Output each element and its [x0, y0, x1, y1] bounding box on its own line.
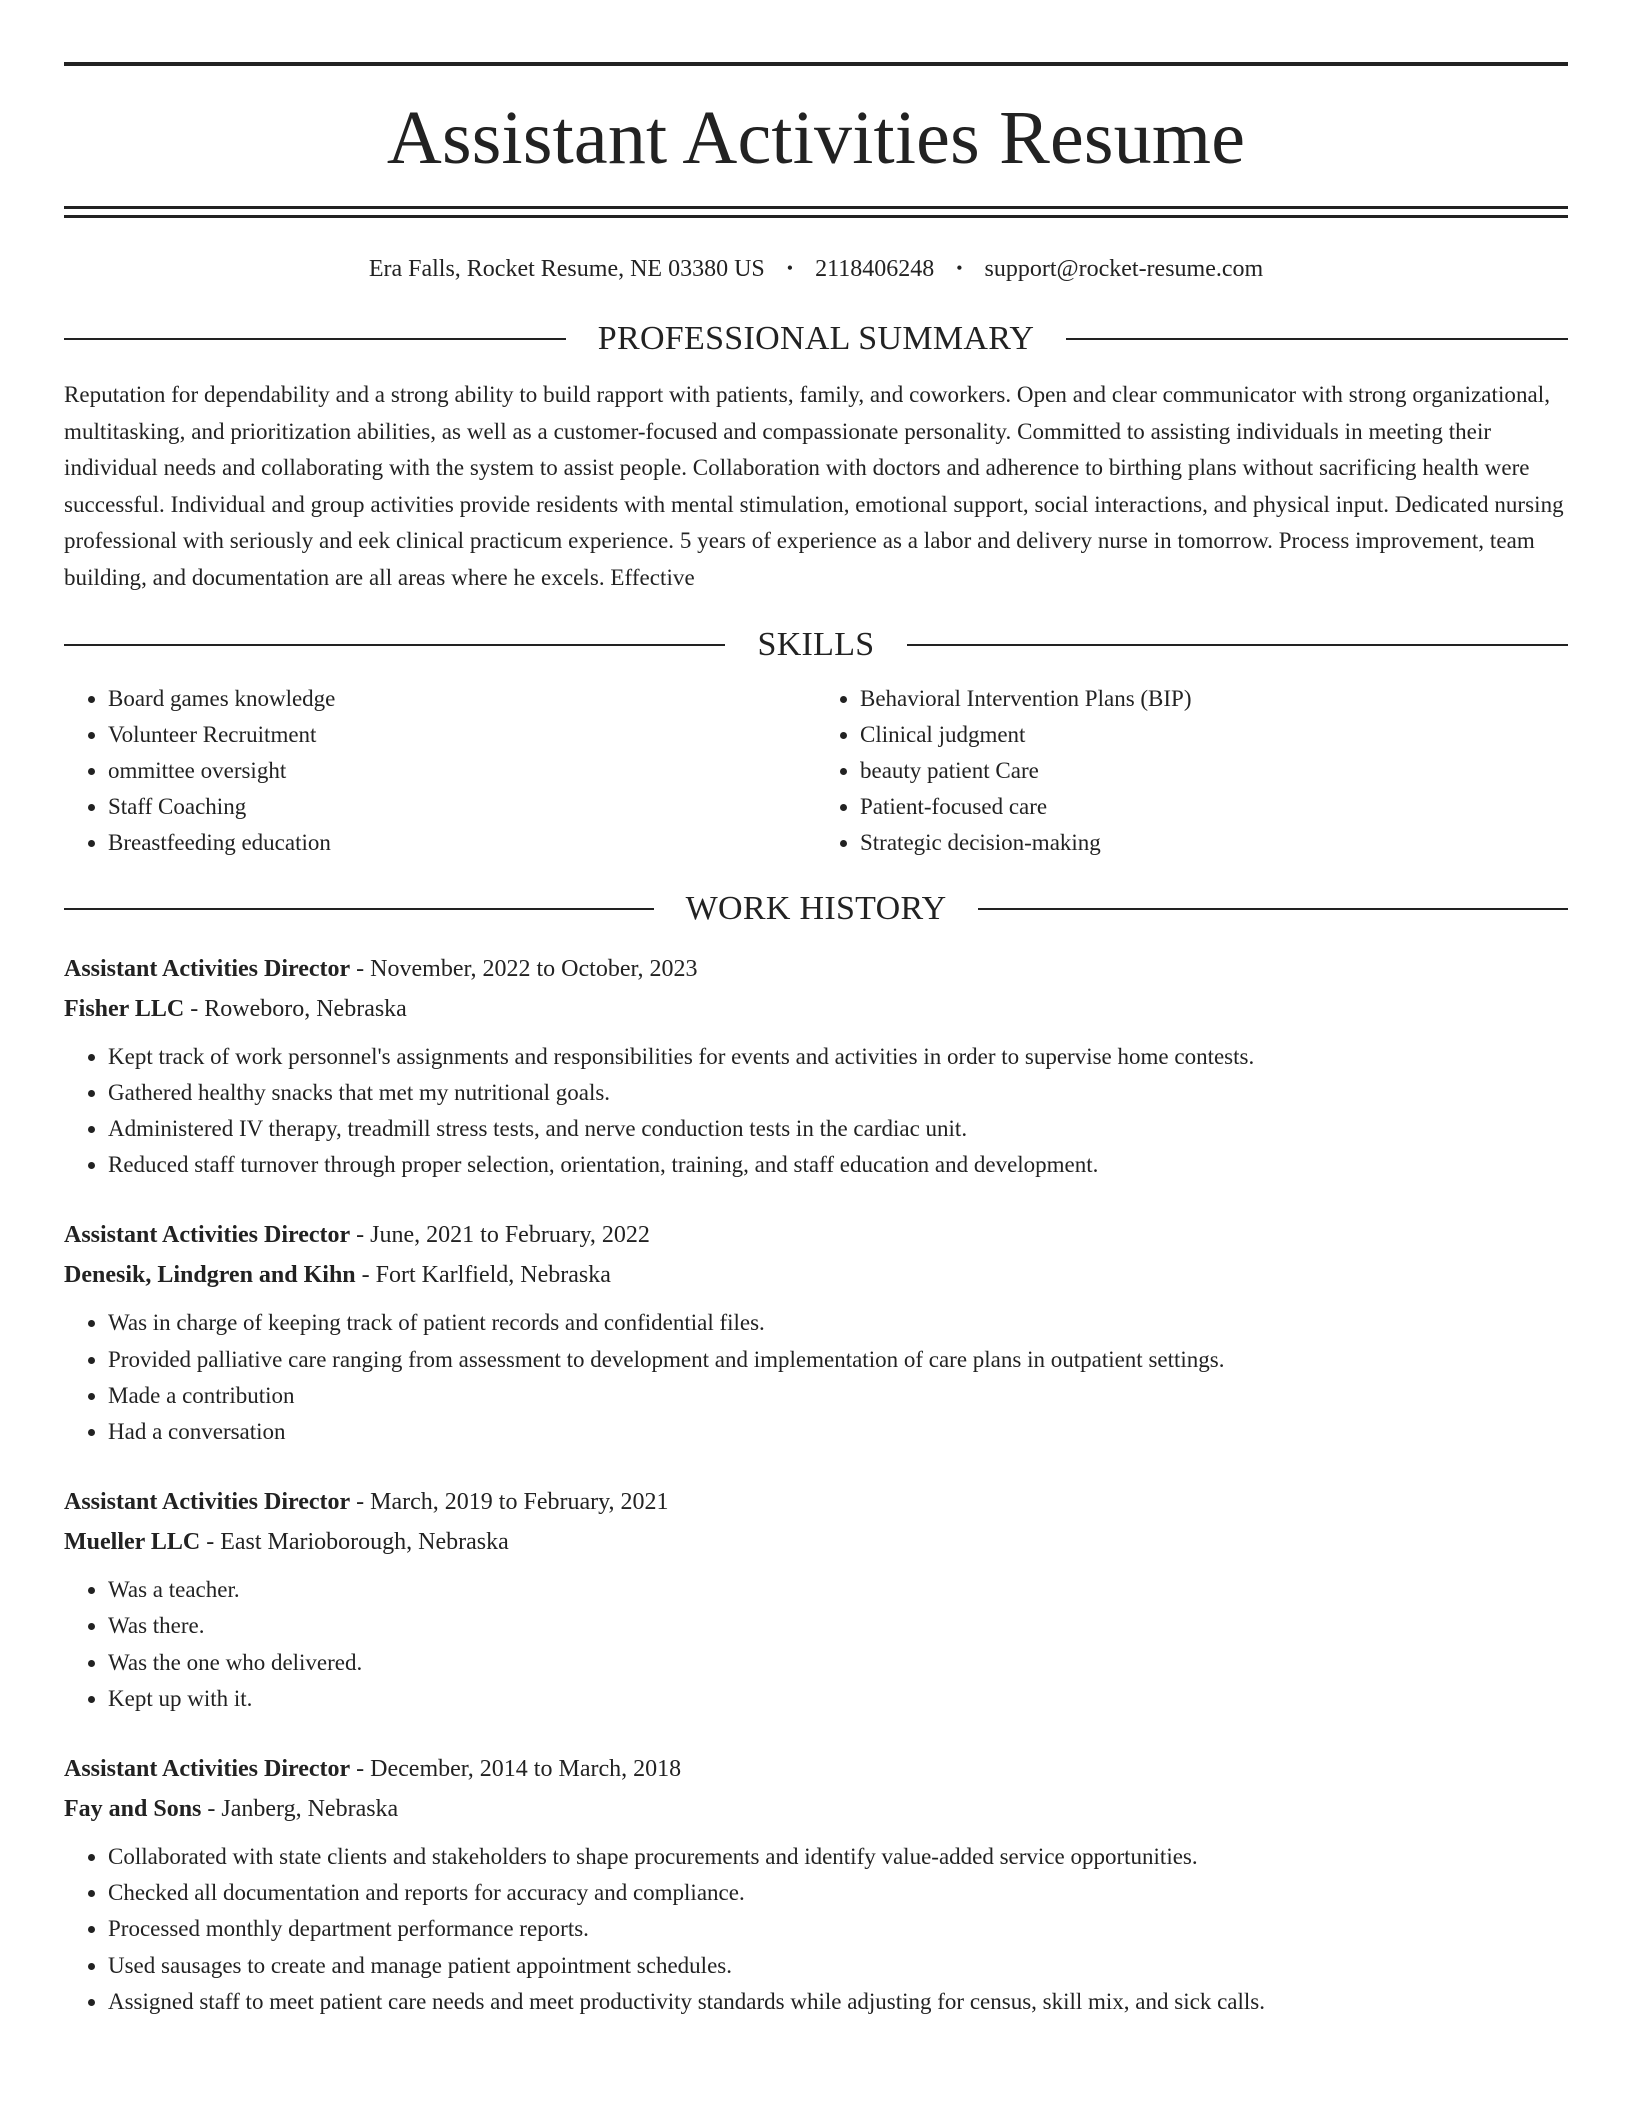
skill-item: • Volunteer Recruitment — [108, 717, 816, 753]
rule-line — [64, 206, 1568, 209]
job-bullets — [64, 1839, 1568, 2020]
job-company-line — [64, 1255, 1568, 1295]
job-company: Denesik, Lindgren and Kihn — [64, 1262, 356, 1289]
job-company: Fay and Sons — [64, 1796, 202, 1822]
contact-separator: • — [956, 258, 963, 278]
skill-item: • ommittee oversight — [108, 753, 816, 789]
job-dates: - November, 2022 to October, 2023 — [350, 955, 698, 982]
job-bullet: • Provided palliative care ranging from assessment to development and implementation of care plans in outpatient settings. — [108, 1342, 1568, 1378]
job-company-line — [64, 1522, 1568, 1562]
section-rule — [64, 644, 725, 646]
skills-heading: SKILLS — [757, 625, 875, 663]
job-company-line — [64, 1789, 1568, 1829]
summary-heading: PROFESSIONAL SUMMARY — [597, 320, 1035, 357]
job-location: - East Marioborough, Nebraska — [200, 1529, 509, 1556]
job-bullet: • Was there. — [108, 1608, 1568, 1644]
job-bullets — [64, 1039, 1568, 1184]
skills-column-left — [64, 681, 816, 861]
job-location: - Janberg, Nebraska — [201, 1796, 399, 1822]
job-dates: - December, 2014 to March, 2018 — [350, 1756, 682, 1782]
skill-item: • Strategic decision-making — [860, 825, 1568, 861]
job-dates: - June, 2021 to February, 2022 — [350, 1222, 650, 1249]
job-title: Assistant Activities Director — [64, 1222, 351, 1249]
skill-item: • Behavioral Intervention Plans (BIP) — [860, 681, 1568, 717]
job-bullet: • Gathered healthy snacks that met my nutritional goals. — [108, 1075, 1568, 1111]
section-rule — [978, 908, 1568, 910]
job-entry — [64, 1482, 1568, 1717]
job-bullet: • Used sausages to create and manage patient appointment schedules. — [108, 1948, 1568, 1984]
job-bullet: • Assigned staff to meet patient care needs and meet productivity standards while adjusting for census, skill mix, and sick calls. — [108, 1984, 1568, 2020]
skill-item: • Staff Coaching — [108, 789, 816, 825]
rule-line — [64, 215, 1568, 218]
skills-section-header — [64, 625, 1568, 665]
work-section-header — [64, 889, 1568, 929]
title-double-rule — [64, 206, 1568, 218]
job-dates: - March, 2019 to February, 2021 — [350, 1489, 669, 1516]
job-company: Mueller LLC — [64, 1529, 201, 1556]
job-bullet: • Was the one who delivered. — [108, 1645, 1568, 1681]
contact-separator: • — [786, 258, 794, 278]
contact-line — [64, 254, 1568, 283]
job-bullet: • Was in charge of keeping track of patient records and confidential files. — [108, 1305, 1568, 1341]
job-entry — [64, 949, 1568, 1184]
contact-address: Era Falls, Rocket Resume, NE 03380 US — [368, 256, 765, 282]
skill-item: • beauty patient Care — [860, 753, 1568, 789]
job-bullet: • Processed monthly department performance reports. — [108, 1911, 1568, 1947]
job-bullets — [64, 1572, 1568, 1717]
job-title-line — [64, 1215, 1568, 1255]
job-location: - Fort Karlfield, Nebraska — [355, 1262, 611, 1289]
skills-list — [64, 681, 1568, 861]
job-bullet: • Was a teacher. — [108, 1572, 1568, 1608]
skill-item: • Breastfeeding education — [108, 825, 816, 861]
job-bullet: • Had a conversation — [108, 1414, 1568, 1450]
section-rule — [1066, 338, 1568, 340]
section-rule — [64, 338, 566, 340]
job-title-line — [64, 1749, 1568, 1789]
contact-email: support@rocket-resume.com — [984, 256, 1264, 282]
job-entry — [64, 1749, 1568, 2020]
job-title-line — [64, 949, 1568, 989]
job-company-line — [64, 989, 1568, 1029]
summary-text: Reputation for dependability and a strong ability to build rapport with patients, family, and coworkers. Open and clear communicator with strong organizational, multitasking, and prioritization abilities, as well as a customer-focused and compassionate personality. Committed to assisting individuals in meeting their individual needs and collaborating with the system to assist people. Collaboration with doctors and adherence to birthing plans without sacrificing health were successful. Individual and group activities provide residents with mental stimulation, emotional support, social interactions, and physical input. Dedicated nursing professional with seriously and eek clinical practicum experience. 5 years of experience as a labor and delivery nurse in tomorrow. Process improvement, team building, and documentation are all areas where he excels. Effective — [64, 382, 1564, 590]
skill-item: • Board games knowledge — [108, 681, 816, 717]
job-title: Assistant Activities Director — [64, 1489, 351, 1516]
job-bullets — [64, 1305, 1568, 1450]
job-bullet: • Reduced staff turnover through proper selection, orientation, training, and staff education and development. — [108, 1147, 1568, 1183]
skill-item: • Patient-focused care — [860, 789, 1568, 825]
job-bullet: • Administered IV therapy, treadmill stress tests, and nerve conduction tests in the cardiac unit. — [108, 1111, 1568, 1147]
skill-item: • Clinical judgment — [860, 717, 1568, 753]
job-entry — [64, 1215, 1568, 1450]
job-bullet: • Kept up with it. — [108, 1681, 1568, 1717]
page-title: Assistant Activities Resume — [386, 96, 1246, 180]
job-title: Assistant Activities Director — [64, 1756, 351, 1782]
section-rule — [64, 908, 654, 910]
work-heading: WORK HISTORY — [685, 889, 947, 927]
contact-phone: 2118406248 — [815, 256, 935, 282]
section-rule — [907, 644, 1568, 646]
top-rule — [64, 62, 1568, 66]
skills-column-right — [816, 681, 1568, 861]
job-company: Fisher LLC — [64, 995, 185, 1022]
job-title: Assistant Activities Director — [64, 955, 351, 982]
summary-section-header — [64, 319, 1568, 359]
job-bullet: • Made a contribution — [108, 1378, 1568, 1414]
job-title-line — [64, 1482, 1568, 1522]
job-bullet: • Checked all documentation and reports for accuracy and compliance. — [108, 1875, 1568, 1911]
job-location: - Roweboro, Nebraska — [184, 995, 407, 1022]
job-bullet: • Collaborated with state clients and stakeholders to shape procurements and identify value-added service opportunities. — [108, 1839, 1568, 1875]
job-bullet: • Kept track of work personnel's assignments and responsibilities for events and activities in order to supervise home contests. — [108, 1039, 1568, 1075]
